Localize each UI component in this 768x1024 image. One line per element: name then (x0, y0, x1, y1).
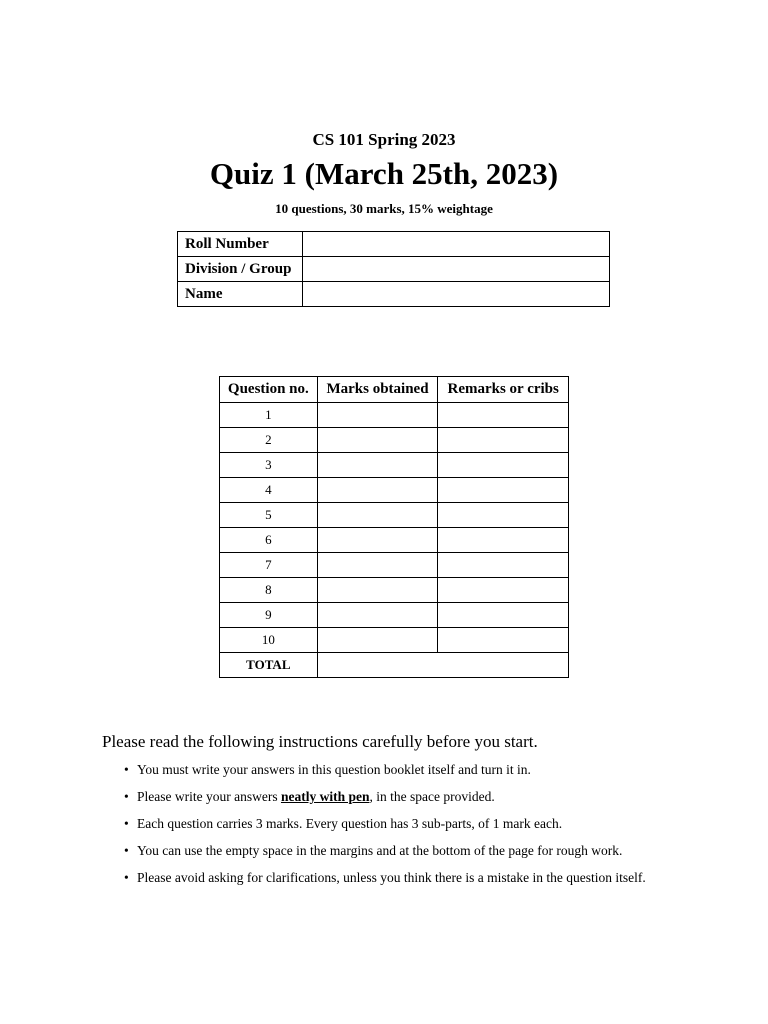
course-name: CS 101 Spring 2023 (312, 130, 456, 149)
instructions-heading: Please read the following instructions carefully before you start. (102, 732, 538, 751)
list-item (122, 814, 742, 841)
instruction-text: You must write your answers in this question booklet itself and turn it in. (137, 762, 531, 777)
header-remarks: Remarks or cribs (438, 377, 569, 403)
list-item (122, 787, 742, 814)
marks-table (219, 376, 569, 678)
division-group-field[interactable] (303, 257, 610, 282)
remarks-cell[interactable] (438, 453, 569, 478)
table-row (220, 603, 569, 628)
table-row (220, 428, 569, 453)
student-info-table (177, 231, 610, 307)
question-number: 9 (220, 603, 318, 628)
table-row (220, 478, 569, 503)
table-row (220, 578, 569, 603)
table-row (220, 453, 569, 478)
remarks-cell[interactable] (438, 578, 569, 603)
question-number: 1 (220, 403, 318, 428)
info-row-division-group (178, 257, 610, 282)
instruction-text: Each question carries 3 marks. Every question has 3 sub-parts, of 1 mark each. (137, 816, 563, 831)
question-number: 10 (220, 628, 318, 653)
remarks-cell[interactable] (438, 528, 569, 553)
info-row-name (178, 282, 610, 307)
table-row (220, 403, 569, 428)
question-number: 3 (220, 453, 318, 478)
instruction-emphasis: neatly with pen (280, 789, 370, 804)
list-item (122, 841, 742, 868)
total-value-cell[interactable] (317, 653, 568, 678)
info-row-roll-number (178, 232, 610, 257)
marks-cell[interactable] (317, 553, 438, 578)
remarks-cell[interactable] (438, 628, 569, 653)
remarks-cell[interactable] (438, 428, 569, 453)
bullet-icon: • (124, 816, 129, 831)
marks-cell[interactable] (317, 603, 438, 628)
instructions-list (122, 760, 742, 895)
header-marks-obtained: Marks obtained (317, 377, 438, 403)
marks-cell[interactable] (317, 628, 438, 653)
question-number: 8 (220, 578, 318, 603)
bullet-icon: • (124, 843, 129, 858)
marks-cell[interactable] (317, 403, 438, 428)
marks-cell[interactable] (317, 528, 438, 553)
bullet-icon: • (124, 789, 129, 804)
table-row (220, 503, 569, 528)
table-row (220, 553, 569, 578)
question-number: 5 (220, 503, 318, 528)
marks-cell[interactable] (317, 453, 438, 478)
remarks-cell[interactable] (438, 478, 569, 503)
question-number: 6 (220, 528, 318, 553)
list-item (122, 868, 742, 895)
remarks-cell[interactable] (438, 503, 569, 528)
marks-cell[interactable] (317, 478, 438, 503)
division-group-label: Division / Group (178, 257, 303, 282)
remarks-cell[interactable] (438, 603, 569, 628)
roll-number-label: Roll Number (178, 232, 303, 257)
table-row (220, 528, 569, 553)
bullet-icon: • (124, 762, 129, 777)
total-label: TOTAL (220, 653, 318, 678)
marks-table-header (220, 377, 569, 403)
quiz-subtitle: 10 questions, 30 marks, 15% weightage (275, 201, 493, 216)
instruction-text-after: , in the space provided. (369, 789, 495, 804)
name-label: Name (178, 282, 303, 307)
roll-number-field[interactable] (303, 232, 610, 257)
quiz-title: Quiz 1 (March 25th, 2023) (209, 156, 559, 191)
marks-cell[interactable] (317, 503, 438, 528)
list-item (122, 760, 742, 787)
question-number: 4 (220, 478, 318, 503)
marks-cell[interactable] (317, 578, 438, 603)
question-number: 2 (220, 428, 318, 453)
question-number: 7 (220, 553, 318, 578)
marks-cell[interactable] (317, 428, 438, 453)
name-field[interactable] (303, 282, 610, 307)
table-row (220, 628, 569, 653)
remarks-cell[interactable] (438, 553, 569, 578)
instruction-text-before: Please write your answers (137, 789, 281, 804)
total-row (220, 653, 569, 678)
instruction-text: Please avoid asking for clarifications, unless you think there is a mistake in the question itself. (137, 870, 646, 885)
bullet-icon: • (124, 870, 129, 885)
header-question-no: Question no. (220, 377, 318, 403)
instruction-text: You can use the empty space in the margins and at the bottom of the page for rough work. (137, 843, 623, 858)
remarks-cell[interactable] (438, 403, 569, 428)
